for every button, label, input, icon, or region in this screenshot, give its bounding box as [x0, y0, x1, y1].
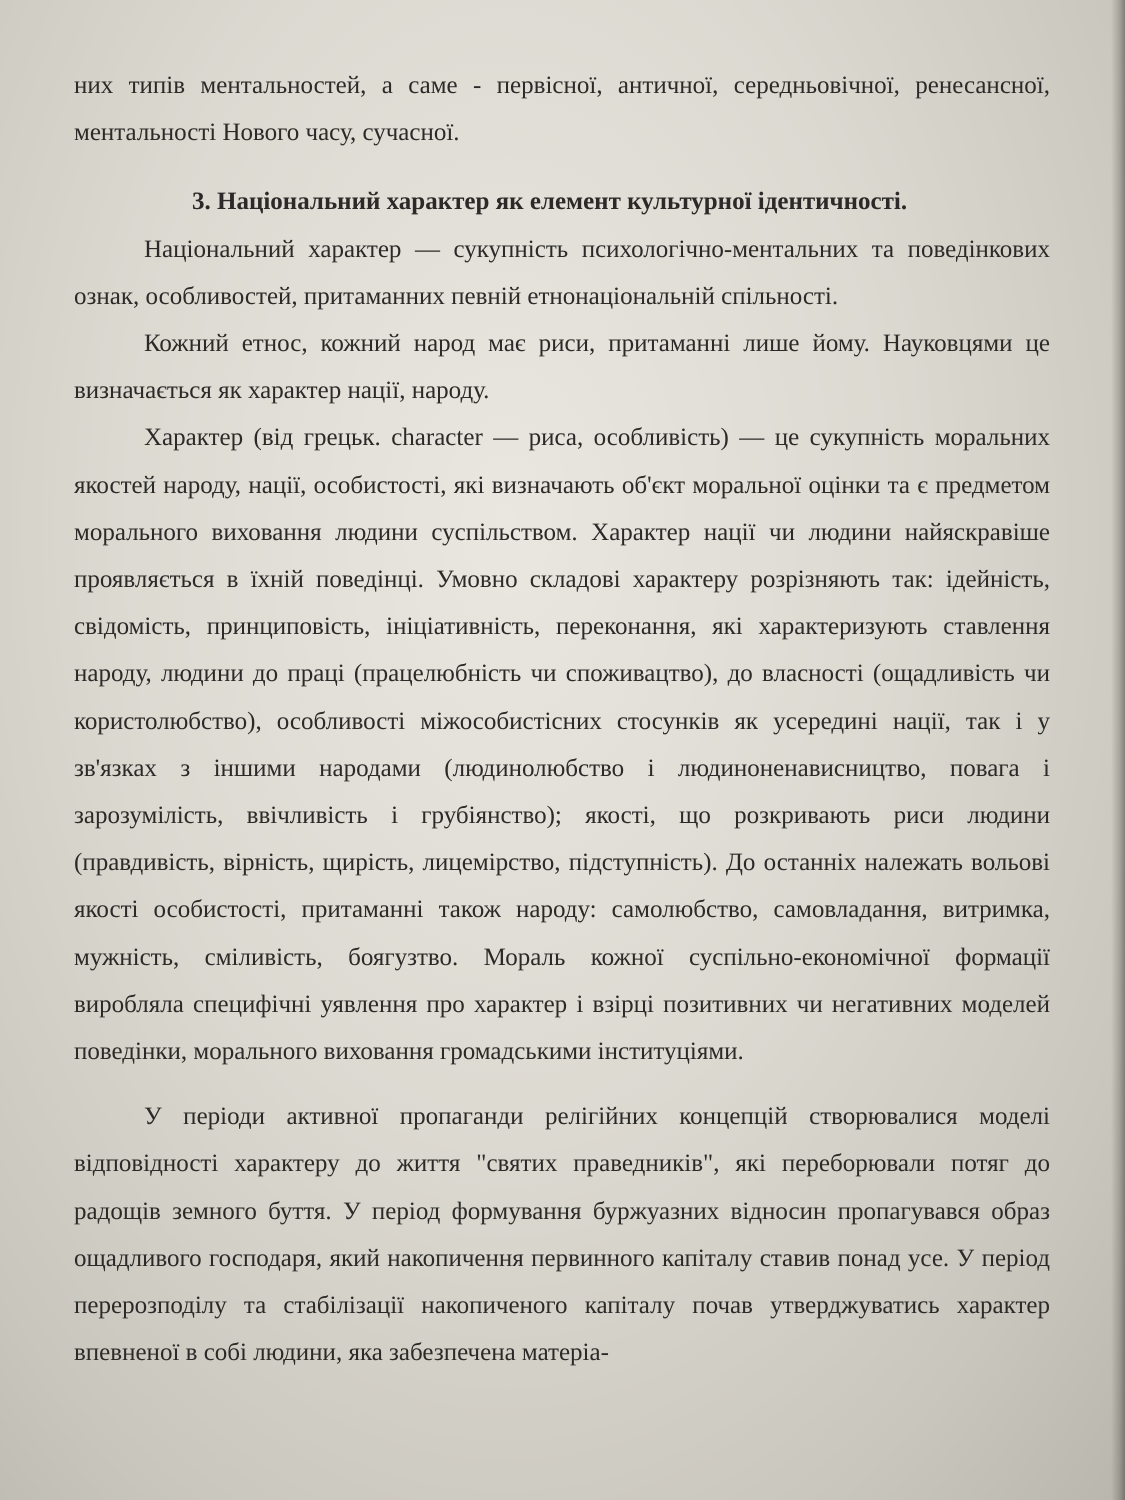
- page-text: [74, 62, 1050, 1376]
- intro-paragraph: них типів ментальностей, а саме - первісної, античної, середньовічної, ренесансної, ментальності Нового часу, сучасної.: [74, 72, 1050, 147]
- page-edge-shadow: [1111, 0, 1125, 1500]
- paragraph-definition: Національний характер — сукупність психологічно-ментальних та поведінкових ознак, особливостей, притаманних певній етнонаціональній спільності.: [74, 235, 1050, 310]
- paragraph-periods: У періоди активної пропаганди релігійних концепцій створювалися моделі відповідності характеру до життя "святих праведників", які переборювали потяг до радощів земного буття. У період формування буржуазних відносин пропагувався образ ощадливого господаря, який накопичення первинного капіталу ставив понад усе. У період перерозподілу та стабілізації накопиченого капіталу почав утверджуватись характер впевненої в собі людини, яка забезпечена матеріа-: [74, 1103, 1050, 1367]
- paragraph-character: Характер (від грецьк. character — риса, особливість) — це сукупність моральних якостей народу, нації, особистості, які визначають об'єкт моральної оцінки та є предметом морального виховання людини суспільством. Характер нації чи людини найяскравіше проявляється в їхній поведінці. Умовно складові характеру розрізняють так: ідейність, свідомість, принциповість, ініціативність, переконання, які характеризують ставлення народу, людини до праці (працелюбність чи споживацтво), до власності (ощадливість чи користолюбство), особливості міжособистісних стосунків як усередині нації, так і у зв'язках з іншими народами (людинолюбство і людиноненависництво, повага і зарозумілість, ввічливість і грубіянство); якості, що розкривають риси людини (правдивість, вірність, щирість, лицемірство, підступність). До останніх належать вольові якості особистості, притаманні також народу: самолюбство, самовладання, витримка, мужність, сміливість, боягузтво. Мораль кожної суспільно-економічної формації виробляла специфічні уявлення про характер і взірці позитивних чи негативних моделей поведінки, морального виховання громадськими інституціями.: [74, 424, 1050, 1066]
- paragraph-ethnos: Кожний етнос, кожний народ має риси, притаманні лише йому. Науковцями це визначається як характер нації, народу.: [74, 330, 1050, 405]
- section-heading: 3. Національний характер як елемент культурної ідентичності.: [192, 188, 908, 216]
